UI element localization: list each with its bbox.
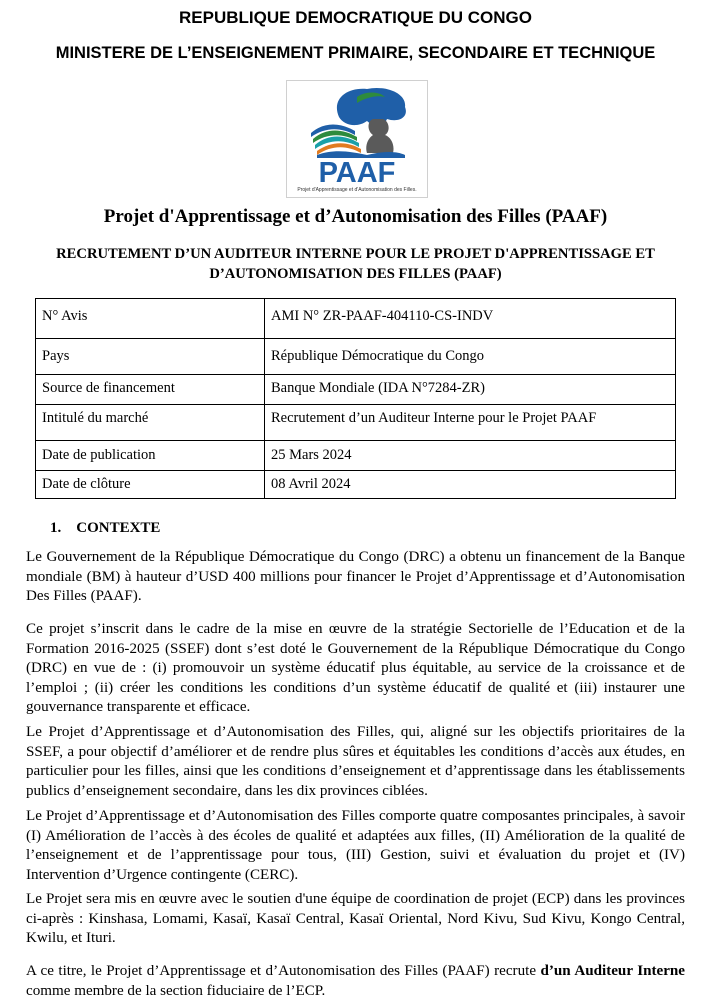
row-label: Intitulé du marché <box>36 405 265 441</box>
logo-acronym: PAAF <box>318 157 396 189</box>
country-header: REPUBLIQUE DEMOCRATIQUE DU CONGO <box>179 8 532 27</box>
project-title: Projet d'Apprentissage et d’Autonomisation des Filles (PAAF) <box>103 206 608 227</box>
row-label: Date de clôture <box>36 471 265 499</box>
row-value: Banque Mondiale (IDA N°7284-ZR) <box>265 375 676 405</box>
row-label: Source de financement <box>36 375 265 405</box>
paaf-logo <box>286 80 428 198</box>
table-row <box>36 471 676 499</box>
table-row <box>36 441 676 471</box>
ministry-header: MINISTERE DE L’ENSEIGNEMENT PRIMAIRE, SECONDAIRE ET TECHNIQUE <box>55 44 656 62</box>
context-paragraph-1: Le Gouvernement de la République Démocratique du Congo (DRC) a obtenu un financement de la Banque mondiale (BM) à hauteur d’USD 400 millions pour financer le Projet d’Apprentissage et d’Autonomisation Des Filles (PAAF). <box>26 549 685 604</box>
table-row <box>36 405 676 441</box>
table-row <box>36 299 676 339</box>
row-value: République Démocratique du Congo <box>265 339 676 375</box>
girl-silhouette-shape <box>366 119 393 153</box>
row-value: AMI N° ZR-PAAF-404110-CS-INDV <box>265 299 676 339</box>
section-heading <box>50 520 160 537</box>
context-paragraph-5: Le Projet sera mis en œuvre avec le soutien d'une équipe de coordination de projet (ECP) dans les provinces ci-après : Kinshasa, Lomami, Kasaï, Kasaï Central, Kasaï Oriental, Nord Kivu, Sud Kivu, Kongo Central, Kwilu, et Ituri. <box>26 891 685 946</box>
row-label: Date de publication <box>36 441 265 471</box>
logo-tagline: Projet d'Apprentissage et d'Autonomisation des Filles. <box>297 187 417 193</box>
row-value: 25 Mars 2024 <box>265 441 676 471</box>
notice-info-table <box>35 298 676 499</box>
row-label: Pays <box>36 339 265 375</box>
row-label: N° Avis <box>36 299 265 339</box>
row-value: Recrutement d’un Auditeur Interne pour le Projet PAAF <box>265 405 676 441</box>
paragraph-text: A ce titre, le Projet d’Apprentissage et d’Autonomisation des Filles (PAAF) recrute <box>26 963 541 979</box>
highlighted-role: d’un Auditeur Interne <box>540 963 685 979</box>
context-paragraph-3: Le Projet d’Apprentissage et d’Autonomisation des Filles, qui, aligné sur les objectifs prioritaires de la SSEF, a pour objectif d’améliorer et de rendre plus sûres et équitables les conditions d’accès aux études, en particulier pour les filles, ainsi que les conditions d’enseignement et d’apprentissage dans les établissements publics d’enseignement secondaire, dans les dix provinces ciblées. <box>26 724 685 799</box>
row-value: 08 Avril 2024 <box>265 471 676 499</box>
paragraph-text: comme membre de la section fiduciaire de l’ECP. <box>26 982 326 999</box>
context-paragraph-4: Le Projet d’Apprentissage et d’Autonomisation des Filles comporte quatre composantes principales, à savoir (I) Amélioration de l’accès à des écoles de qualité et adaptées aux filles, (II) Amélioration de la qualité de l’enseignement et de l’apprentissage pour tous, (III) Gestion, suivi et évaluation du projet et (IV) Intervention d’Urgence contingente (CERC). <box>26 808 685 883</box>
context-paragraph-2: Ce projet s’inscrit dans le cadre de la mise en œuvre de la stratégie Sectorielle de l’Education et de la Formation 2016-2025 (SSEF) dont s’est doté le Gouvernement de la République Démocratique du Congo (DRC) en vue de : (i) promouvoir un système éducatif plus équitable, au service de la croissance et de l’emploi ; (ii) créer les conditions les conditions d’un système éducatif de qualité et (iii) instaurer une gouvernance transparente et efficace. <box>26 621 685 715</box>
context-paragraph-6 <box>26 962 685 1001</box>
section-title: CONTEXTE <box>76 520 161 536</box>
section-number: 1. <box>50 520 62 536</box>
table-row <box>36 339 676 375</box>
table-row <box>36 375 676 405</box>
recruitment-title: RECRUTEMENT D’UN AUDITEUR INTERNE POUR LE PROJET D'APPRENTISSAGE ET D’AUTONOMISATION DES FILLES (PAAF) <box>56 246 655 282</box>
